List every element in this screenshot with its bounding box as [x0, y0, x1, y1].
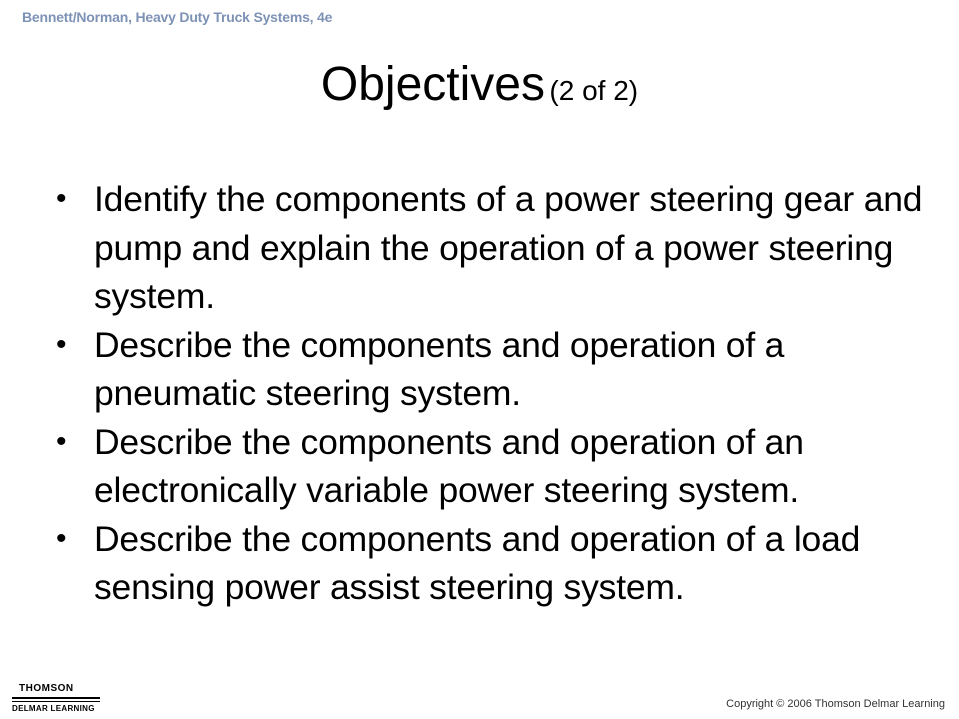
- bullet-icon: •: [56, 424, 67, 458]
- objectives-list: [52, 175, 932, 612]
- publisher-logo: [10, 683, 100, 715]
- slide-title: [0, 50, 959, 126]
- logo-rule: [12, 697, 100, 699]
- objective-text: Describe the components and operation of an electronically variable power steering system.: [94, 421, 804, 510]
- copyright-notice: Copyright © 2006 Thomson Delmar Learning: [726, 698, 945, 710]
- objective-item: [52, 175, 932, 321]
- objective-item: [52, 321, 932, 418]
- slide-title-sub: (2 of 2): [549, 75, 639, 106]
- objective-text: Describe the components and operation of a load sensing power assist steering system.: [94, 518, 861, 607]
- slide-title-main: Objectives: [320, 58, 545, 111]
- logo-delmar-text: DELMAR LEARNING: [12, 704, 95, 713]
- objective-item: [52, 515, 932, 612]
- objective-text: Identify the components of a power steering gear and pump and explain the operation of a power steering system.: [94, 179, 923, 316]
- logo-rule-thin: [12, 701, 100, 702]
- objective-text: Describe the components and operation of a pneumatic steering system.: [94, 324, 785, 413]
- logo-thomson-text: THOMSON: [19, 683, 74, 694]
- bullet-icon: •: [56, 521, 67, 555]
- book-title-header: Bennett/Norman, Heavy Duty Truck Systems, 4e: [22, 9, 333, 25]
- objective-item: [52, 418, 932, 515]
- bullet-icon: •: [56, 182, 67, 215]
- bullet-icon: •: [56, 327, 67, 361]
